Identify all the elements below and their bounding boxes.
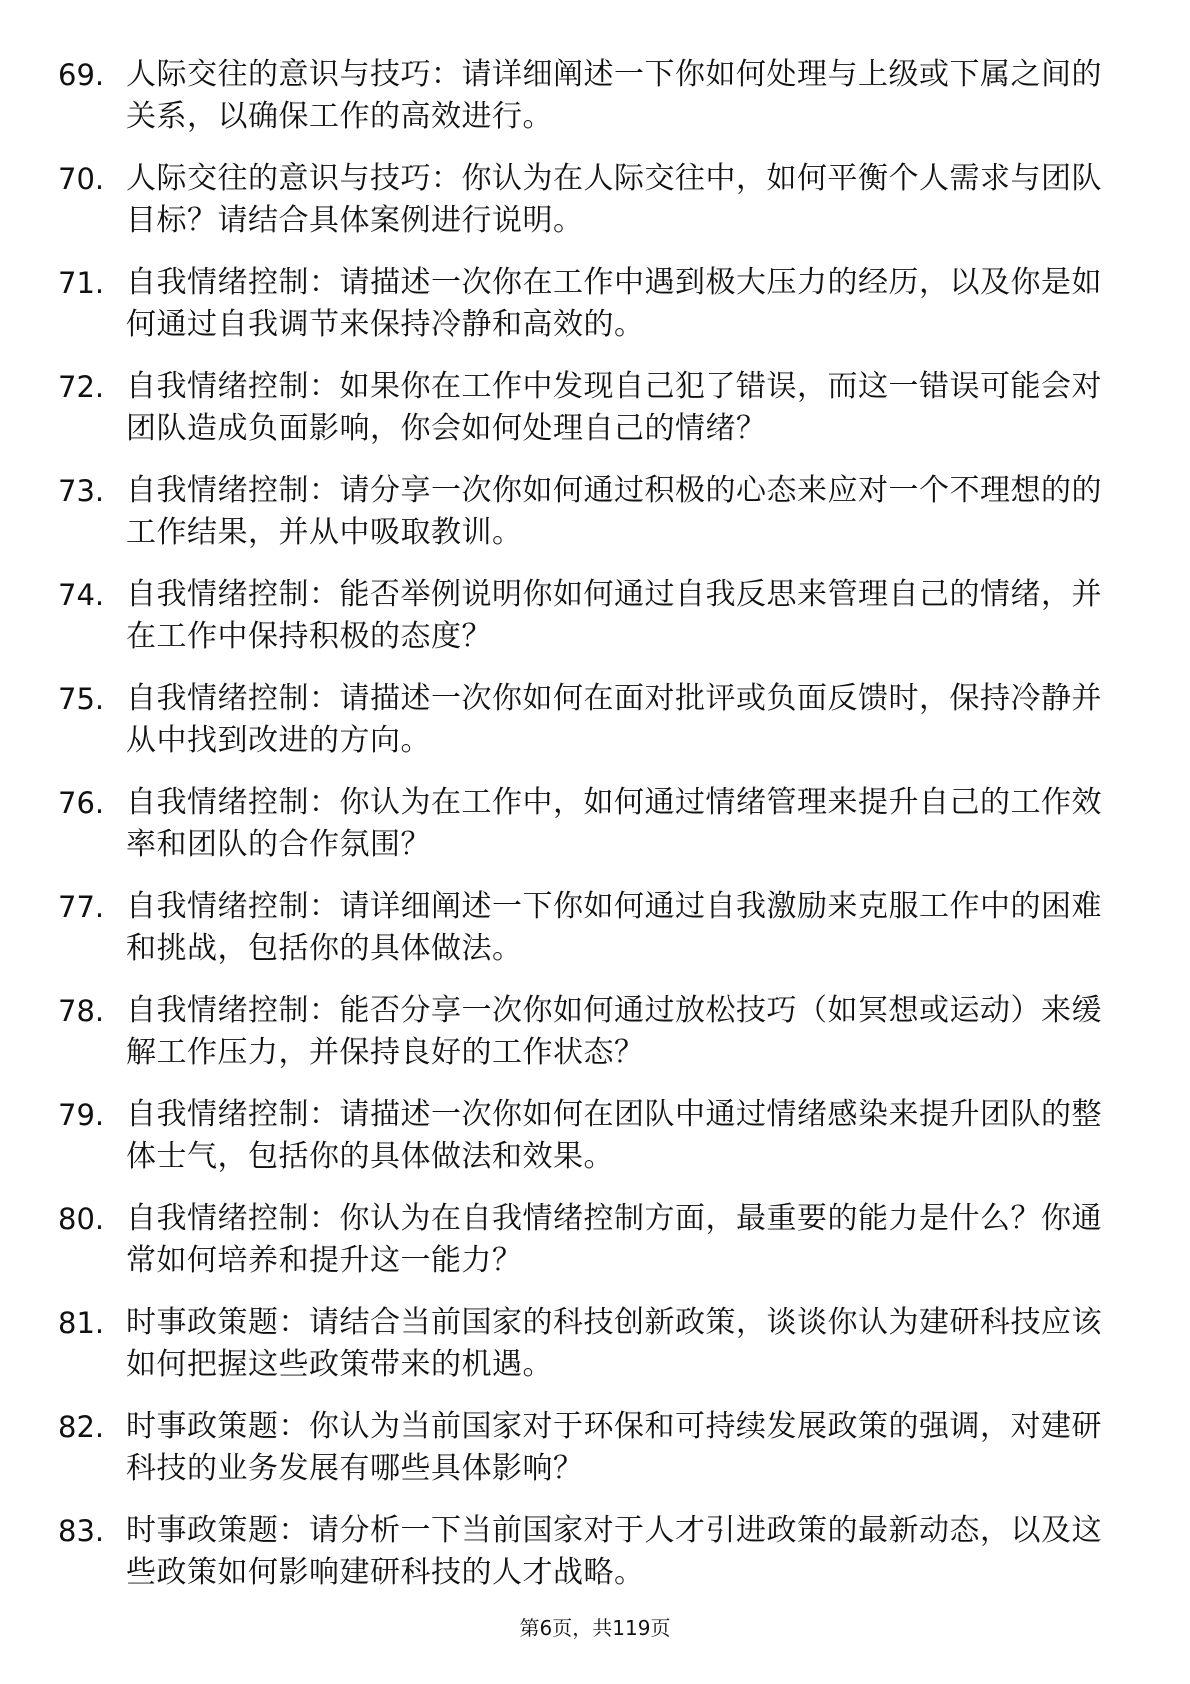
question-text: 自我情绪控制：请描述一次你在工作中遇到极大压力的经历，以及你是如何通过自我调节来保持冷静和高效的。 (126, 265, 1102, 342)
question-item (58, 158, 1130, 262)
question-number: 80. (58, 1202, 105, 1236)
question-number: 79. (58, 1098, 105, 1132)
question-number: 74. (58, 578, 105, 612)
question-item (58, 886, 1130, 990)
question-item (58, 1406, 1130, 1510)
question-item (58, 782, 1130, 886)
question-number: 71. (58, 266, 105, 300)
question-text: 时事政策题：请结合当前国家的科技创新政策，谈谈你认为建研科技应该如何把握这些政策带来的机遇。 (126, 1305, 1102, 1382)
question-number: 81. (58, 1306, 105, 1340)
question-item (58, 1198, 1130, 1302)
question-text: 自我情绪控制：能否分享一次你如何通过放松技巧（如冥想或运动）来缓解工作压力，并保持良好的工作状态？ (126, 993, 1102, 1070)
question-number: 75. (58, 682, 105, 716)
question-number: 78. (58, 994, 105, 1028)
question-item (58, 470, 1130, 574)
question-text: 时事政策题：你认为当前国家对于环保和可持续发展政策的强调，对建研科技的业务发展有哪些具体影响？ (126, 1409, 1102, 1486)
question-text: 自我情绪控制：请详细阐述一下你如何通过自我激励来克服工作中的困难和挑战，包括你的具体做法。 (126, 889, 1102, 966)
question-item (58, 262, 1130, 366)
page-footer: 第6页，共119页 (519, 1616, 671, 1640)
question-text: 人际交往的意识与技巧：你认为在人际交往中，如何平衡个人需求与团队目标？请结合具体案例进行说明。 (126, 161, 1102, 238)
question-text: 自我情绪控制：如果你在工作中发现自己犯了错误，而这一错误可能会对团队造成负面影响，你会如何处理自己的情绪？ (126, 369, 1102, 446)
question-item (58, 1094, 1130, 1198)
question-item (58, 990, 1130, 1094)
question-text: 自我情绪控制：能否举例说明你如何通过自我反思来管理自己的情绪，并在工作中保持积极的态度？ (126, 577, 1102, 654)
question-text: 人际交往的意识与技巧：请详细阐述一下你如何处理与上级或下属之间的关系，以确保工作的高效进行。 (126, 57, 1102, 134)
question-item (58, 574, 1130, 678)
question-number: 73. (58, 474, 105, 508)
question-number: 70. (58, 162, 105, 196)
question-item (58, 1302, 1130, 1406)
question-number: 72. (58, 370, 105, 404)
question-text: 自我情绪控制：你认为在自我情绪控制方面，最重要的能力是什么？你通常如何培养和提升这一能力？ (126, 1201, 1102, 1278)
question-number: 77. (58, 890, 105, 924)
question-item (58, 678, 1130, 782)
question-text: 时事政策题：请分析一下当前国家对于人才引进政策的最新动态，以及这些政策如何影响建研科技的人才战略。 (126, 1513, 1102, 1590)
question-text: 自我情绪控制：请描述一次你如何在面对批评或负面反馈时，保持冷静并从中找到改进的方向。 (126, 681, 1102, 758)
question-item (58, 54, 1130, 158)
question-item (58, 366, 1130, 470)
question-number: 69. (58, 58, 105, 92)
question-list (58, 54, 1130, 1614)
question-text: 自我情绪控制：请分享一次你如何通过积极的心态来应对一个不理想的的工作结果，并从中吸取教训。 (126, 473, 1102, 550)
question-number: 76. (58, 786, 105, 820)
question-item (58, 1510, 1130, 1614)
question-text: 自我情绪控制：你认为在工作中，如何通过情绪管理来提升自己的工作效率和团队的合作氛围？ (126, 785, 1102, 862)
question-number: 82. (58, 1410, 105, 1444)
question-number: 83. (58, 1514, 105, 1548)
question-text: 自我情绪控制：请描述一次你如何在团队中通过情绪感染来提升团队的整体士气，包括你的具体做法和效果。 (126, 1097, 1102, 1174)
